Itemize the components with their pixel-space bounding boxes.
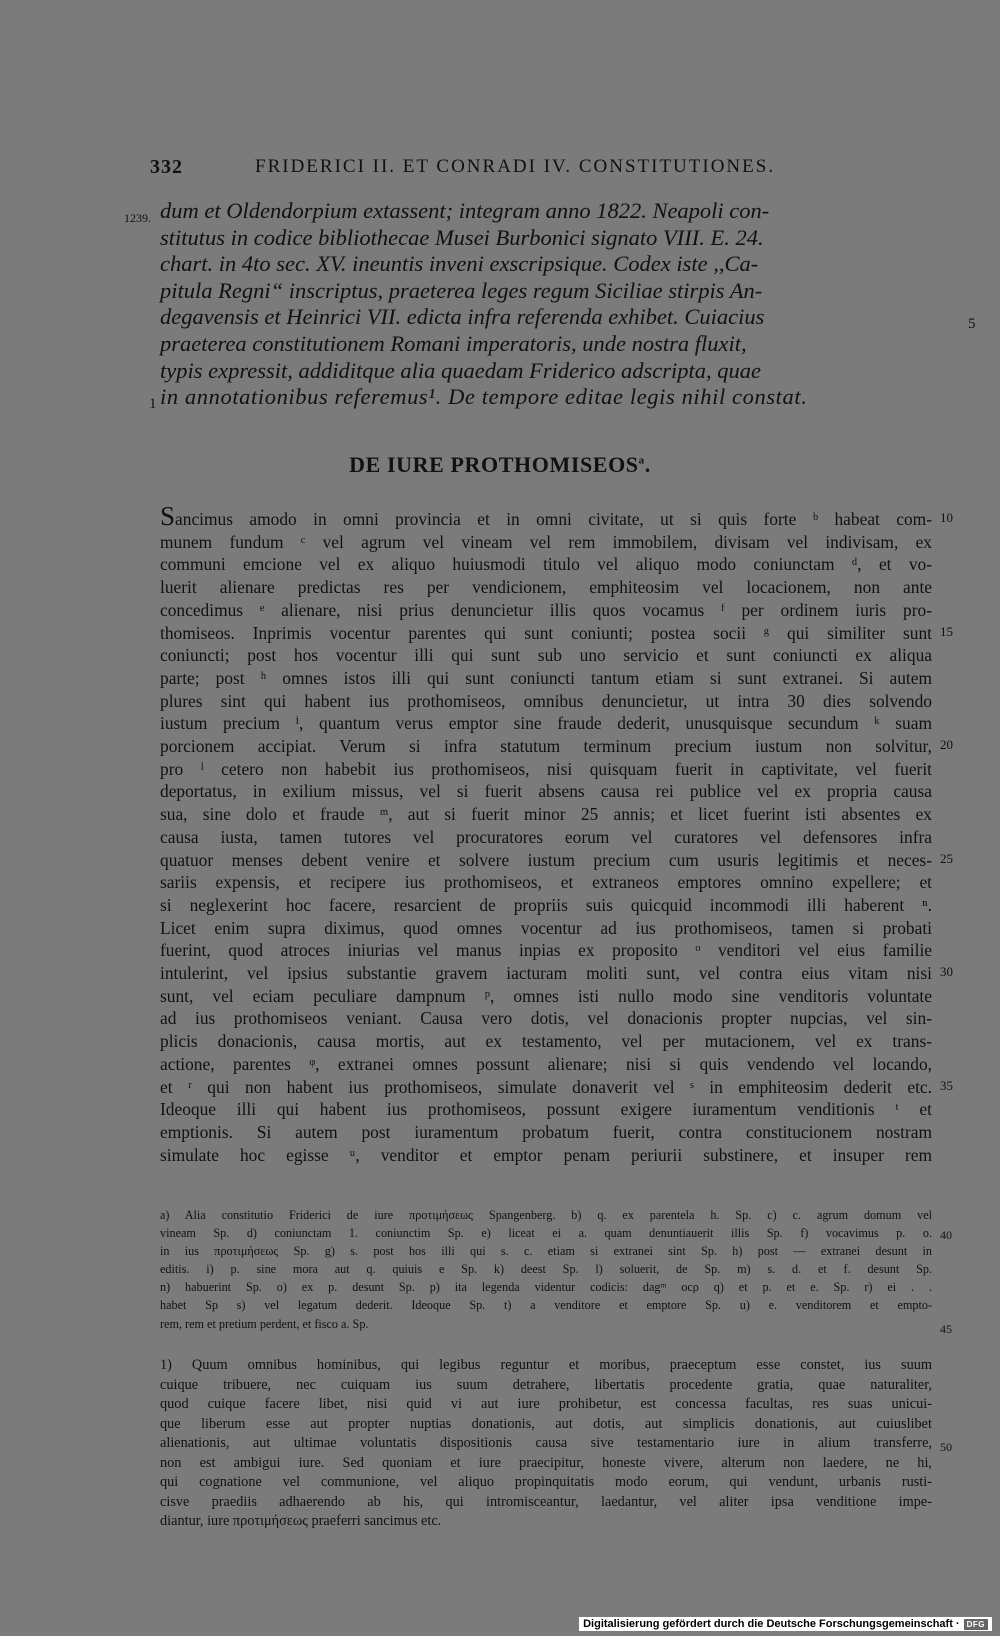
line-number: 20 (940, 737, 953, 752)
body-line (160, 501, 932, 531)
section-title-text: DE IURE PROTHOMISEOS (349, 452, 639, 477)
body-line: communi emcione vel ex aliquo huiusmodi titulo vel aliquo modo coniunctam ᵈ, et vo- (160, 554, 932, 575)
body-line: Licet enim supra diximus, quod omnes vocentur ad ius prothomiseos, tamen si probati (160, 917, 932, 938)
footnotes (160, 1356, 932, 1532)
body-line: fuerint, quod atroces iniurias vel manus inpias ex proposito ᵒ venditori vel eius familie (160, 940, 932, 961)
footnote-line: diantur, iure προτιμήσεως praeferri sancimus etc. (160, 1513, 442, 1529)
intro-line: pitula Regni“ inscriptus, praeterea leges regum Siciliae stirpis An- (160, 277, 763, 303)
apparatus-line: editis. i) p. sine mora aut q. quiuis e Sp. k) deest Sp. l) soluerit, de Sp. m) s. d. et f. desunt Sp. (160, 1262, 932, 1277)
apparatus-line: n) habuerint Sp. o) ex p. desunt Sp. p) ita legenda videntur codicis: dagᵐ ocρ q) et p. et e. Sp. r) ei . . (160, 1280, 932, 1295)
intro-line: in annotationibus referemus¹. De tempore editae legis nihil constat. (160, 384, 808, 410)
footnote-line: que liberum esse aut propter nuptias donationis, aut dotis, aut simplicis donationis, aut cuiuslibet (160, 1415, 932, 1432)
body-line: quatuor menses debent venire et solvere iustum precium cum usuris legitimis et neces- (160, 849, 932, 870)
body-line: munem fundum ᶜ vel agrum vel vineam vel rem immobilem, divisam vel indivisam, ex (160, 531, 932, 552)
body-line: plures sint qui habent ius prothomiseos, omnibus denuncietur, ut intra 30 dies solvendo (160, 690, 932, 711)
body-line: emptionis. Si autem post iuramentum probatum fuerit, contra constitucionem nostram (160, 1121, 932, 1142)
intro-line: degavensis et Heinrici VII. edicta infra referenda exhibet. Cuiacius (160, 304, 765, 330)
body-line: pro ˡ cetero non habebit ius prothomiseos, nisi quisquam fuerit in captivitate, vel fuerit (160, 758, 932, 779)
body-line-text: ancimus amodo in omni provincia et in omni civitate, ut si quis forte ᵇ habeat com- (175, 509, 932, 529)
line-number: 40 (940, 1228, 952, 1242)
body-line: luerit alienare predictas res per vendicionem, emphiteosim vel locacionem, non ante (160, 577, 932, 598)
line-number: 25 (940, 851, 953, 866)
footnote-marker: 1 (149, 396, 157, 412)
apparatus-line: habet Sp s) vel legatum dederit. Ideoque Sp. t) a venditore et emptore Sp. u) e. venditorem et empto- (160, 1298, 932, 1313)
body-line: iustum precium ⁱ, quantum verus emptor sine fraude dederit, unusquisque secundum ᵏ suam (160, 713, 932, 734)
body-line: concedimus ᵉ alienare, nisi prius denuncietur illis quos vocamus ᶠ per ordinem iuris pro- (160, 599, 932, 620)
body-line: sunt, vel eciam peculiare dampnum ᵖ, omnes isti nullo modo sine venditoris voluntate (160, 985, 932, 1006)
section-title-end: . (644, 452, 651, 477)
body-line: ad ius prothomiseos veniant. Causa vero dotis, vel donacionis propter nupcias, vel sin- (160, 1008, 932, 1029)
line-number: 10 (940, 510, 953, 525)
body-line: si neglexerint hoc facere, resarcient de propriis suis quicquid incommodi illi haberent ⁿ. (160, 894, 932, 915)
body-line: intulerint, vel ipsius substantie gravem iacturam moliti sunt, vel contra eius vitam nisi (160, 963, 932, 984)
apparatus-line: in ius προτιμήσεως Sp. g) s. post hos illi qui s. c. etiam si extranei sint Sp. h) post — extranei desunt in (160, 1244, 932, 1259)
dfg-logo-icon: DFG (964, 1619, 988, 1630)
body-line: et ʳ qui non habent ius prothomiseos, simulate donaverit vel ˢ in emphiteosim dederit etc. (160, 1076, 932, 1097)
intro-line: chart. in 4to sec. XV. ineuntis inveni exscripsique. Codex iste ,,Ca- (160, 251, 759, 277)
body-line: simulate hoc egisse ᵘ, venditor et emptor penam periurii substinere, et insuper rem (160, 1144, 932, 1165)
body-line: sua, sine dolo et fraude ᵐ, aut si fuerit minor 25 annis; et licet fuerint isti absentes ex (160, 804, 932, 825)
digitization-banner (579, 1617, 992, 1631)
body-line: parte; post ʰ omnes istos illi qui sunt coniuncti tantum etiam si sunt extranei. Si autem (160, 667, 932, 688)
intro-paragraph (160, 198, 932, 411)
line-number: 35 (940, 1078, 953, 1093)
body-line: sariis expensis, et recipere ius prothomiseos, et extraneos emptores omnino expellere; et (160, 872, 932, 893)
body-text (160, 501, 932, 1166)
section-title-note: a (638, 454, 645, 467)
body-line: coniuncti; post hos vocentur illi qui sunt sub uno servicio et sunt coniuncti ex aliqua (160, 645, 932, 666)
footnote-line: qui cognatione vel communione, vel aliquo propinquitatis modo eorum, qui vendunt, urbanis rusti- (160, 1474, 932, 1490)
intro-line: stitutus in codice bibliothecae Musei Burbonici signato VIII. E. 24. (160, 224, 764, 250)
running-title: FRIDERICI II. ET CONRADI IV. CONSTITUTIONES. (255, 156, 776, 177)
year-marker: 1239. (124, 211, 151, 225)
body-line: actione, parentes ᵠ, extranei omnes possunt alienare; nisi si quis vendendo vel locando, (160, 1053, 932, 1074)
footnote-line: 1) Quum omnibus hominibus, qui legibus reguntur et moribus, praeceptum esse constet, ius suum (160, 1357, 932, 1373)
footnote-line: cuique tribuere, nec cuiquam ius suum detrahere, libertatis procedente gratia, quae naturaliter, (160, 1376, 932, 1393)
section-title (0, 452, 1000, 478)
body-line: plicis donacionis, causa mortis, aut ex testamento, vel per mutacionem, vel ex trans- (160, 1031, 932, 1052)
body-line: causa iusta, tamen tutores vel procuratores eorum vel curatores vel defensores infra (160, 826, 932, 847)
intro-line: dum et Oldendorpium extassent; integram anno 1822. Neapoli con- (160, 198, 770, 223)
apparatus-line: rem, rem et pretium perdent, et fisco a. Sp. (160, 1316, 369, 1331)
intro-line: praeterea constitutionem Romani imperatoris, unde nostra fluxit, (160, 330, 747, 356)
drop-cap: S (160, 501, 176, 531)
footnote-line: quod cuique facere libet, nisi quid vi aut iure prohibetur, est concessa facultas, res suas unicui- (160, 1396, 932, 1412)
body-line: deportatus, in exilium missus, vel si fuerit absens causa rei publice vel ex propria causa (160, 781, 932, 802)
footnote-line: non est ambigui iure. Sed quoniam et iure praecipitur, honeste vivere, alterum non laedere, ne hi, (160, 1454, 932, 1471)
banner-text: Digitalisierung gefördert durch die Deutsche Forschungsgemeinschaft · (583, 1618, 960, 1630)
line-number: 30 (940, 964, 953, 979)
apparatus-line: vineam Sp. d) coniunctam 1. coniunctim Sp. e) liceat ei a. quam denuntiauerit illis Sp. f) vocavimus p. o. (160, 1226, 932, 1241)
footnote-line: cisve praediis adhaerendo ab his, qui intromisceantur, laedantur, vel aliter ipsa venditione impe- (160, 1493, 932, 1510)
line-number: 15 (940, 624, 953, 639)
body-line: porcionem accipiat. Verum si infra statutum terminum precium iustum non solvitur, (160, 736, 932, 757)
running-head (150, 156, 850, 186)
footnote-line: alienationis, aut ultimae voluntatis dispositionis causa sive testamentario iure in alium transferre, (160, 1435, 932, 1451)
line-number: 45 (940, 1322, 952, 1336)
body-line: thomiseos. Inprimis vocentur parentes qui sunt coniunti; postea socii ᵍ qui similiter sunt (160, 622, 932, 643)
line-number: 50 (940, 1440, 952, 1454)
apparatus-line: a) Alia constitutio Friderici de iure προτιμήσεως Spangenberg. b) q. ex parentela h. Sp. c) c. agrum domum vel (160, 1208, 932, 1222)
intro-line: typis expressit, addiditque alia quaedam Friderico adscripta, quae (160, 357, 761, 383)
critical-apparatus (160, 1206, 932, 1333)
page-number: 332 (150, 156, 183, 178)
body-line: Ideoque illi qui habent ius prothomiseos, possunt exigere iuramentum venditionis ᵗ et (160, 1099, 932, 1120)
line-number: 5 (968, 316, 976, 332)
